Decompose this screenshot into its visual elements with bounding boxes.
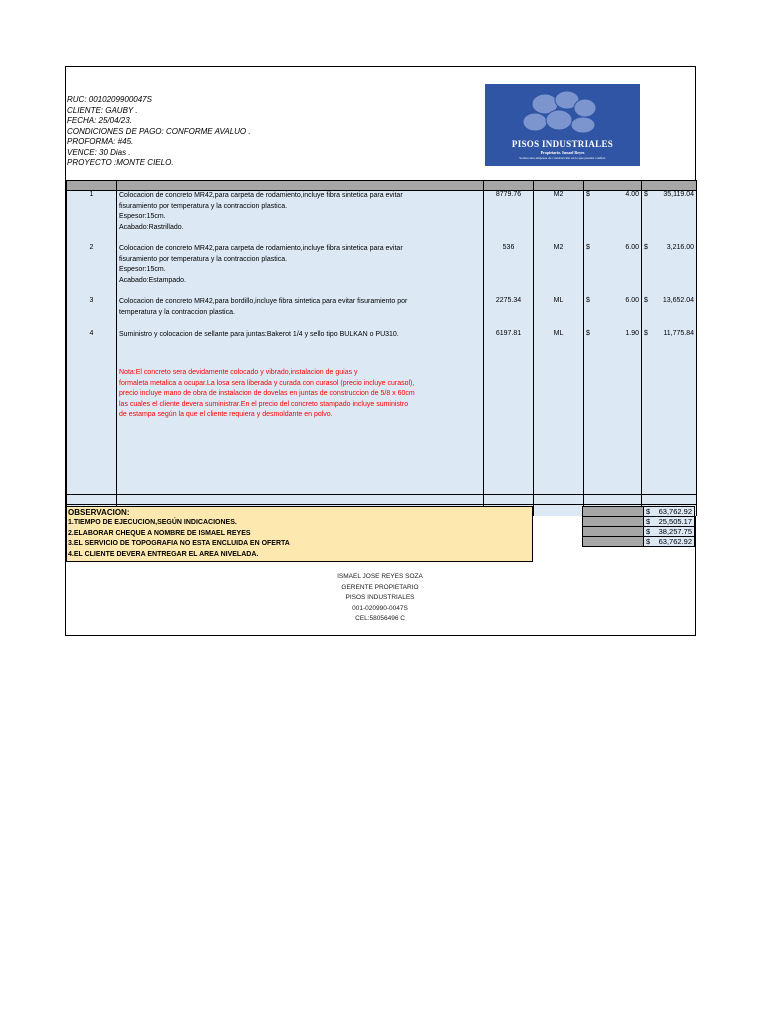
ruc: RUC: 0010209900047S xyxy=(67,95,152,104)
item-description xyxy=(117,297,484,330)
item-description-line: Acabado:Estampado. xyxy=(119,276,186,284)
item-unit: M2 xyxy=(534,191,584,245)
total-value: 63,762.92 xyxy=(658,537,692,546)
currency-sign: $ xyxy=(646,537,651,546)
totals-row xyxy=(583,507,695,517)
signature-company: PISOS INDUSTRIALES xyxy=(345,594,415,602)
currency-sign: $ xyxy=(646,527,651,536)
currency-sign: $ xyxy=(646,517,651,526)
item-unit-price: $ 6.00 xyxy=(584,297,642,330)
item-number: 3 xyxy=(67,297,117,330)
logo-tagline: Somos una empresa de construcción en la que puedes confiar. xyxy=(519,156,606,160)
item-description-line: temperatura y la contraccion plastica. xyxy=(119,308,235,316)
item-total: $ 35,119.04 xyxy=(642,191,697,245)
signature-phone: CEL:58056496 C xyxy=(355,615,405,623)
item-unit: ML xyxy=(534,330,584,364)
logo-owner: Propietario. Ismael Reyes xyxy=(540,150,585,155)
item-description-line: Colocacion de concreto MR42,para carpeta de rodamiento,incluye fibra sintetica para evitar xyxy=(119,192,403,199)
observacion-title: OBSERVACION: xyxy=(68,508,130,517)
item-quantity: 2275.34 xyxy=(484,297,534,330)
table-header-row xyxy=(67,181,697,191)
signature-role: GERENTE PROPIETARIO xyxy=(341,583,419,591)
observacion-line: 3.EL SERVICIO DE TOPOGRAFIA NO ESTA ENCLUIDA EN OFERTA xyxy=(68,540,290,547)
note-line: Nota:El concreto sera devidamente colocado y vibrado,instalacion de guias y xyxy=(119,369,358,376)
signature-id: 001-020990-0047S xyxy=(352,604,408,612)
note-line: precio incluye mano de obra de instalacion de dovelas en juntas de construccion de 5/8 x 60cm xyxy=(119,390,415,398)
total-value: 38,257.75 xyxy=(658,527,692,536)
observacion-line: 4.EL CLIENTE DEVERA ENTREGAR EL AREA NIVELADA. xyxy=(68,550,259,558)
item-description-line: Acabado:Rastrillado. xyxy=(119,223,184,231)
item-description-line: Espesor:15cm. xyxy=(119,266,166,274)
item-description-line: fisuramiento por temperatura y la contraccion plastica. xyxy=(119,202,288,210)
table-row xyxy=(67,330,697,364)
currency-sign: $ xyxy=(646,507,651,516)
note-line: las cuales el cliente devera suministrar.En el precio del concreto stampado incluye suministro xyxy=(119,400,409,408)
item-description xyxy=(117,244,484,297)
item-unit-price: $ 6.00 xyxy=(584,244,642,297)
item-quantity: 6197.81 xyxy=(484,330,534,364)
item-description-line: Espesor:15cm. xyxy=(119,213,166,221)
item-unit-price: $ 1.90 xyxy=(584,330,642,364)
fecha: FECHA: 25/04/23. xyxy=(67,116,132,125)
signature-block xyxy=(230,572,530,625)
proforma: PROFORMA: #45. xyxy=(67,137,134,146)
totals-row xyxy=(583,517,695,527)
vence: VENCE: 30 Dias . xyxy=(67,147,131,157)
item-total: $ 3,216.00 xyxy=(642,244,697,297)
item-unit-price: $ 4.00 xyxy=(584,191,642,245)
item-description xyxy=(117,330,484,364)
total-value: 25,505.17 xyxy=(658,517,692,526)
cliente: CLIENTE: GAUBY . xyxy=(67,105,138,115)
item-number: 4 xyxy=(67,330,117,364)
note-line: de estampa según la que el cliente requiera y desmoldante en polvo. xyxy=(119,411,333,419)
note-line: formaleta metalica a ocupar.La losa sera liberada y curada con curasol (precio incluye curasol), xyxy=(119,379,415,387)
totals-row xyxy=(583,527,695,537)
item-description-line: Colocacion de concreto MR42,para carpeta de rodamiento,incluye fibra sintetica para evitar xyxy=(119,245,403,252)
item-description xyxy=(117,191,484,245)
item-unit: ML xyxy=(534,297,584,330)
signature-name: ISMAEL JOSE REYES SOZA xyxy=(337,573,423,580)
item-description-line: fisuramiento por temperatura y la contraccion plastica. xyxy=(119,255,288,263)
item-description-line: Suministro y colocacion de sellante para juntas:Bakerot 1/4 y sello tipo BULKAN o PU310. xyxy=(119,331,399,338)
condiciones-pago: CONDICIONES DE PAGO: CONFORME AVALUO . xyxy=(67,126,251,136)
item-quantity: 8779.76 xyxy=(484,191,534,245)
observacion-line: 2.ELABORAR CHEQUE A NOMBRE DE ISMAEL REYES xyxy=(68,529,251,537)
observacion-box xyxy=(66,506,533,562)
totals-table xyxy=(582,506,695,547)
company-logo xyxy=(485,84,640,166)
table-row xyxy=(67,297,697,330)
items-table xyxy=(66,180,697,516)
logo-brand: PISOS INDUSTRIALES xyxy=(511,139,614,149)
totals-row xyxy=(583,537,695,547)
item-description-line: Colocacion de concreto MR42,para bordillo,incluye fibra sintetica para evitar fisuramiento por xyxy=(119,298,408,305)
item-number: 2 xyxy=(67,244,117,297)
table-footer-gap xyxy=(66,494,696,505)
header-info xyxy=(67,95,251,169)
observacion-line: 1.TIEMPO DE EJECUCION,SEGÚN INDICACIONES. xyxy=(68,519,237,526)
item-quantity: 536 xyxy=(484,244,534,297)
item-number: 1 xyxy=(67,191,117,245)
item-unit: M2 xyxy=(534,244,584,297)
total-value: 63,762.92 xyxy=(658,507,692,516)
table-row xyxy=(67,244,697,297)
item-total: $ 13,652.04 xyxy=(642,297,697,330)
item-total: $ 11,775.84 xyxy=(642,330,697,364)
proyecto: PROYECTO :MONTE CIELO. xyxy=(67,158,174,167)
table-row xyxy=(67,191,697,245)
